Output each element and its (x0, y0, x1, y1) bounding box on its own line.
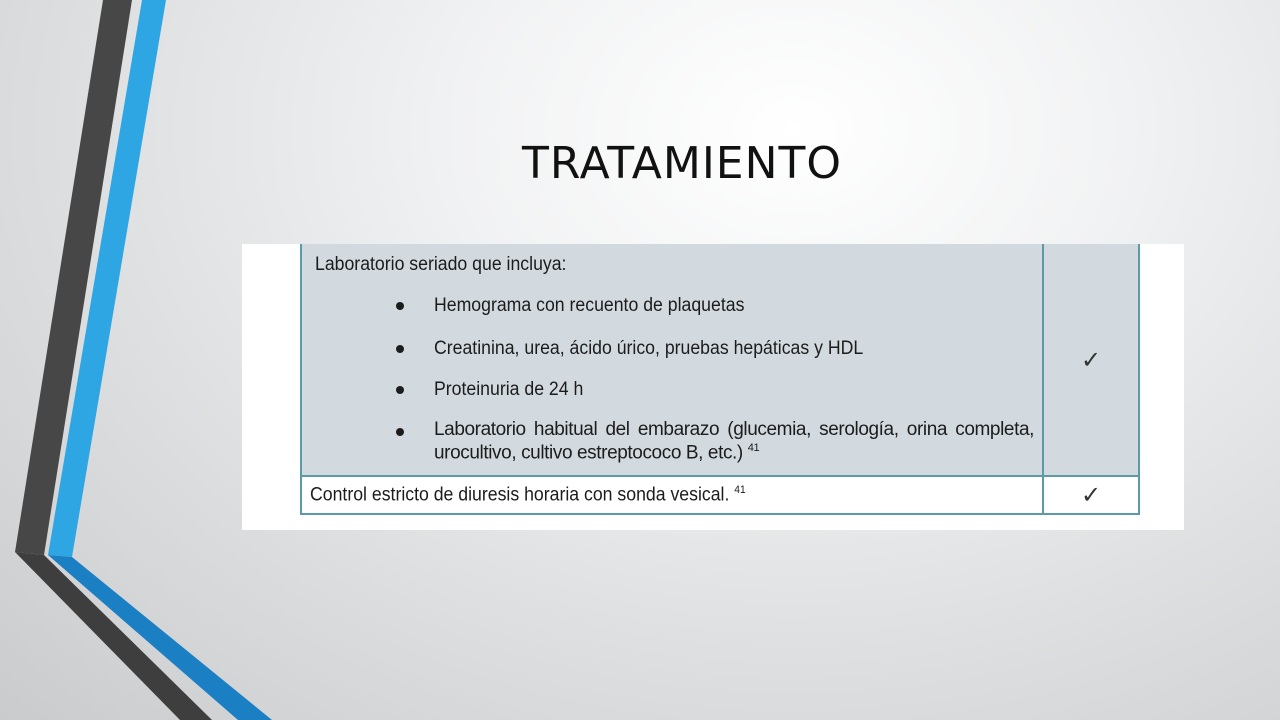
checkmark-icon: ✓ (1080, 481, 1102, 509)
dark-stripe-lower (15, 552, 212, 720)
list-item (302, 379, 1042, 401)
lab-lead-text: Laboratorio seriado que incluya: (315, 254, 567, 275)
lab-check-cell (1043, 244, 1139, 476)
list-item (302, 421, 1042, 462)
reference-superscript: 41 (734, 483, 746, 496)
lab-item-text: Creatinina, urea, ácido úrico, pruebas hepáticas y HDL (434, 338, 864, 359)
lab-item-text (434, 421, 1034, 462)
diuresis-text: Control estricto de diuresis horaria con sonda vesical. (310, 484, 730, 506)
lab-item-text: Proteinuria de 24 h (434, 379, 584, 400)
checkmark-icon: ✓ (1080, 345, 1102, 374)
list-item (302, 295, 1042, 317)
reference-superscript: 41 (747, 442, 760, 454)
lab-item-text: Hemograma con recuento de plaquetas (434, 295, 745, 316)
lab-cell (301, 244, 1043, 476)
lab-item-text-body: Laboratorio habitual del embarazo (glucemia, serología, orina completa, urocultivo, cultivo estreptococo B, etc.) (434, 419, 1034, 464)
list-item (302, 338, 1042, 360)
slide-title: TRATAMIENTO (521, 138, 843, 189)
table-row (301, 476, 1139, 514)
bullet-icon (396, 428, 404, 436)
diuresis-cell (301, 476, 1043, 514)
lab-items-list (302, 295, 1042, 462)
bullet-icon (396, 386, 404, 394)
treatment-table (300, 244, 1140, 515)
bullet-icon (396, 302, 404, 310)
table-image-panel (242, 244, 1184, 530)
diuresis-text-wrap (310, 484, 991, 506)
table-row (301, 244, 1139, 476)
bullet-icon (396, 345, 404, 353)
diuresis-check-cell (1043, 476, 1139, 514)
